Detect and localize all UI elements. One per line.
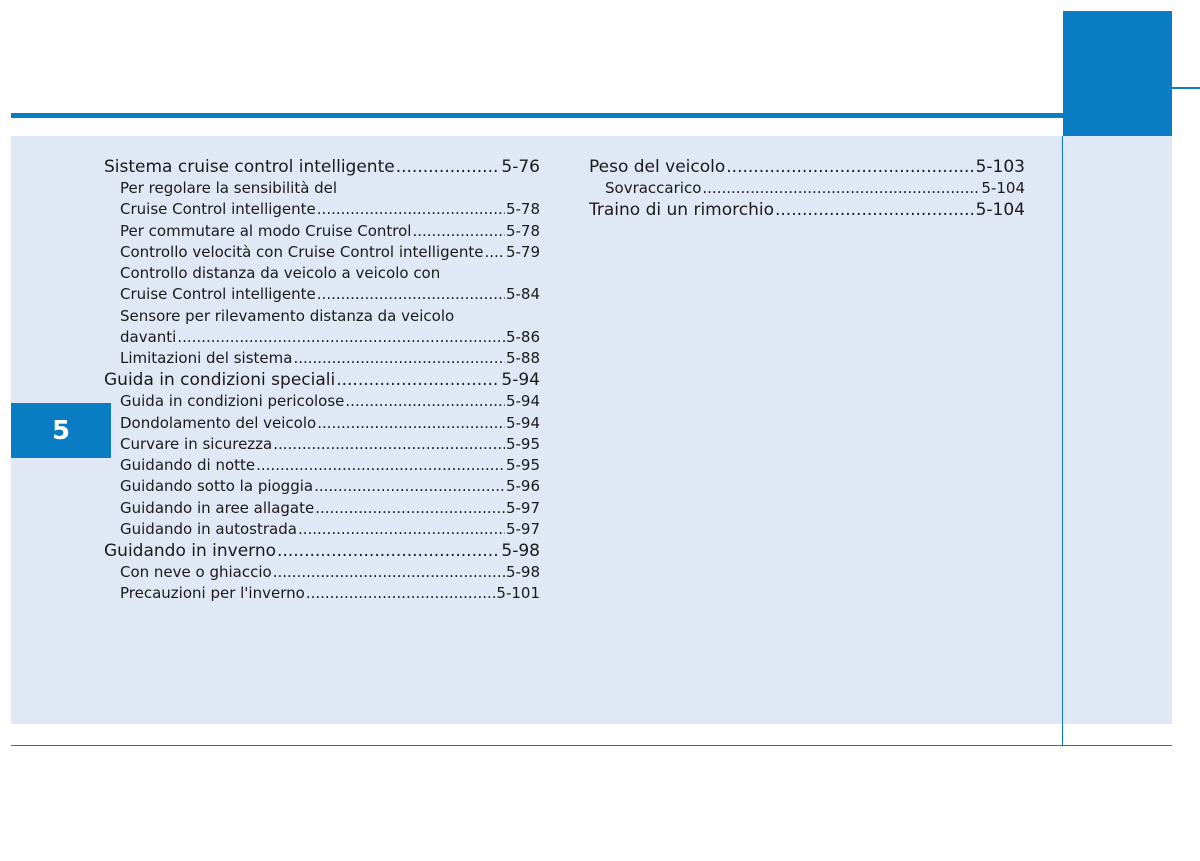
toc-page-number: 5-96 [505, 477, 540, 496]
toc-entry-title: Guidando in aree allagate [120, 498, 315, 517]
toc-subsection[interactable] [104, 562, 540, 583]
corner-tick [1172, 87, 1200, 89]
toc-subsection[interactable] [104, 498, 540, 519]
toc-entry-title: Guidando sotto la pioggia [120, 477, 314, 496]
toc-entry-row [120, 199, 540, 220]
toc-entry-title: davanti [120, 327, 177, 346]
toc-entry-row [120, 562, 540, 583]
toc-entry-title: Controllo velocità con Cruise Control intelligente [120, 242, 484, 261]
toc-subsection[interactable] [104, 263, 540, 306]
toc-subsection[interactable] [104, 391, 540, 412]
toc-subsection[interactable] [104, 348, 540, 369]
toc-entry-row [120, 476, 540, 497]
toc-subsection[interactable] [104, 455, 540, 476]
toc-entry-row [120, 455, 540, 476]
toc-leader-dots [314, 476, 505, 497]
toc-entry-row [120, 391, 540, 412]
toc-leader-dots [306, 583, 496, 604]
toc-leader-dots [273, 434, 505, 455]
toc-entry-title: Guidando in autostrada [120, 519, 297, 538]
toc-entry-row [120, 434, 540, 455]
toc-entry-row [120, 583, 540, 604]
toc-entry-title: Limitazioni del sistema [120, 349, 293, 367]
toc-subsection[interactable] [104, 519, 540, 540]
toc-leader-dots [412, 221, 504, 242]
corner-tab [1063, 11, 1172, 136]
toc-leader-dots [177, 327, 505, 348]
toc-entry-title: Sistema cruise control intelligente [104, 157, 395, 177]
toc-page-number: 5-94 [505, 413, 540, 432]
toc-entry-title-line: Sensore per rilevamento distanza da veicolo [120, 306, 455, 325]
toc-subsection[interactable] [104, 434, 540, 455]
toc-entry-row [120, 498, 540, 519]
toc-entry-title: Precauzioni per l'inverno [120, 584, 305, 603]
toc-page-number: 5-98 [505, 563, 540, 581]
toc-leader-dots [775, 199, 975, 221]
toc-leader-dots [317, 284, 505, 305]
chapter-number: 5 [51, 415, 71, 446]
toc-page-number: 5-95 [505, 456, 540, 474]
toc-entry-title-line: Per regolare la sensibilità del [120, 179, 338, 197]
toc-entry-title: Guidando di notte [120, 456, 256, 474]
toc-page-number: 5-79 [505, 242, 540, 261]
toc-entry-row [120, 413, 540, 434]
toc-leader-dots [317, 413, 505, 434]
toc-page-number: 5-84 [505, 285, 540, 304]
toc-leader-dots [273, 562, 505, 583]
toc-leader-dots [277, 540, 500, 562]
toc-entry-row [104, 156, 540, 178]
toc-entry-title: Guida in condizioni pericolose [120, 392, 345, 411]
toc-subsection[interactable] [104, 583, 540, 604]
toc-leader-dots [256, 455, 505, 476]
toc-entry-title: Peso del veicolo [589, 157, 726, 177]
toc-section[interactable] [589, 199, 1025, 221]
toc-page-number: 5-95 [505, 434, 540, 453]
toc-subsection[interactable] [104, 306, 540, 349]
toc-leader-dots [345, 391, 505, 412]
toc-entry-row [120, 348, 540, 369]
toc-entry-title-line: Controllo distanza da veicolo a veicolo con [120, 264, 441, 282]
toc-page-number: 5-78 [505, 200, 540, 219]
toc-entry-title: Guidando in inverno [104, 541, 277, 561]
toc-subsection[interactable] [104, 413, 540, 434]
toc-subsection[interactable] [589, 178, 1025, 199]
toc-entry-row [120, 242, 540, 263]
toc-page-number: 5-76 [501, 157, 540, 177]
toc-entry-title: Sovraccarico [605, 179, 702, 197]
toc-leader-dots [336, 369, 500, 391]
toc-entry-row [104, 540, 540, 562]
margin-rule [1062, 136, 1063, 745]
toc-subsection[interactable] [104, 178, 540, 221]
toc-entry-row [120, 284, 540, 305]
toc-entry-title: Guida in condizioni speciali [104, 370, 336, 391]
toc-page-number: 5-97 [505, 498, 540, 517]
toc-entry-row [104, 369, 540, 391]
toc-entry-row [120, 519, 540, 540]
toc-leader-dots [315, 498, 505, 519]
toc-leader-dots [298, 519, 505, 540]
toc-entry-title: Per commutare al modo Cruise Control [120, 221, 412, 240]
toc-entry-row [589, 156, 1025, 178]
toc-entry-title: Cruise Control intelligente [120, 200, 316, 219]
footer-rule [11, 745, 1172, 746]
toc-section[interactable] [104, 369, 540, 391]
toc-leader-dots [485, 242, 505, 263]
toc-page-number: 5-104 [981, 179, 1025, 197]
toc-entry-title: Con neve o ghiaccio [120, 563, 272, 581]
toc-leader-dots [702, 178, 980, 199]
toc-page-number: 5-94 [501, 370, 540, 391]
toc-page-number: 5-101 [496, 584, 540, 603]
toc-entry-row [605, 178, 1025, 199]
toc-entry-title: Dondolamento del veicolo [120, 413, 317, 432]
toc-leader-dots [726, 156, 974, 178]
toc-entry-row [589, 199, 1025, 221]
toc-left-column [104, 156, 540, 605]
toc-leader-dots [317, 199, 505, 220]
toc-right-column [589, 156, 1025, 221]
toc-page-number: 5-103 [975, 157, 1025, 177]
toc-section[interactable] [104, 540, 540, 562]
toc-page-number: 5-97 [505, 519, 540, 538]
toc-section[interactable] [104, 156, 540, 178]
toc-page-number: 5-86 [505, 327, 540, 346]
toc-section[interactable] [589, 156, 1025, 178]
toc-page-number: 5-94 [505, 392, 540, 411]
header-rule [11, 113, 1063, 118]
toc-subsection[interactable] [104, 476, 540, 497]
toc-page-number: 5-98 [501, 541, 540, 561]
toc-entry-title: Curvare in sicurezza [120, 434, 273, 453]
toc-subsection[interactable] [104, 242, 540, 263]
toc-page-number: 5-78 [505, 221, 540, 240]
toc-subsection[interactable] [104, 221, 540, 242]
toc-leader-dots [293, 348, 505, 369]
toc-leader-dots [396, 156, 501, 178]
toc-page-number: 5-88 [505, 349, 540, 367]
toc-entry-row [120, 327, 540, 348]
toc-entry-title: Cruise Control intelligente [120, 285, 316, 304]
toc-entry-row [120, 221, 540, 242]
toc-page-number: 5-104 [975, 200, 1025, 221]
toc-entry-title: Traino di un rimorchio [589, 200, 774, 221]
chapter-tab [11, 403, 111, 458]
